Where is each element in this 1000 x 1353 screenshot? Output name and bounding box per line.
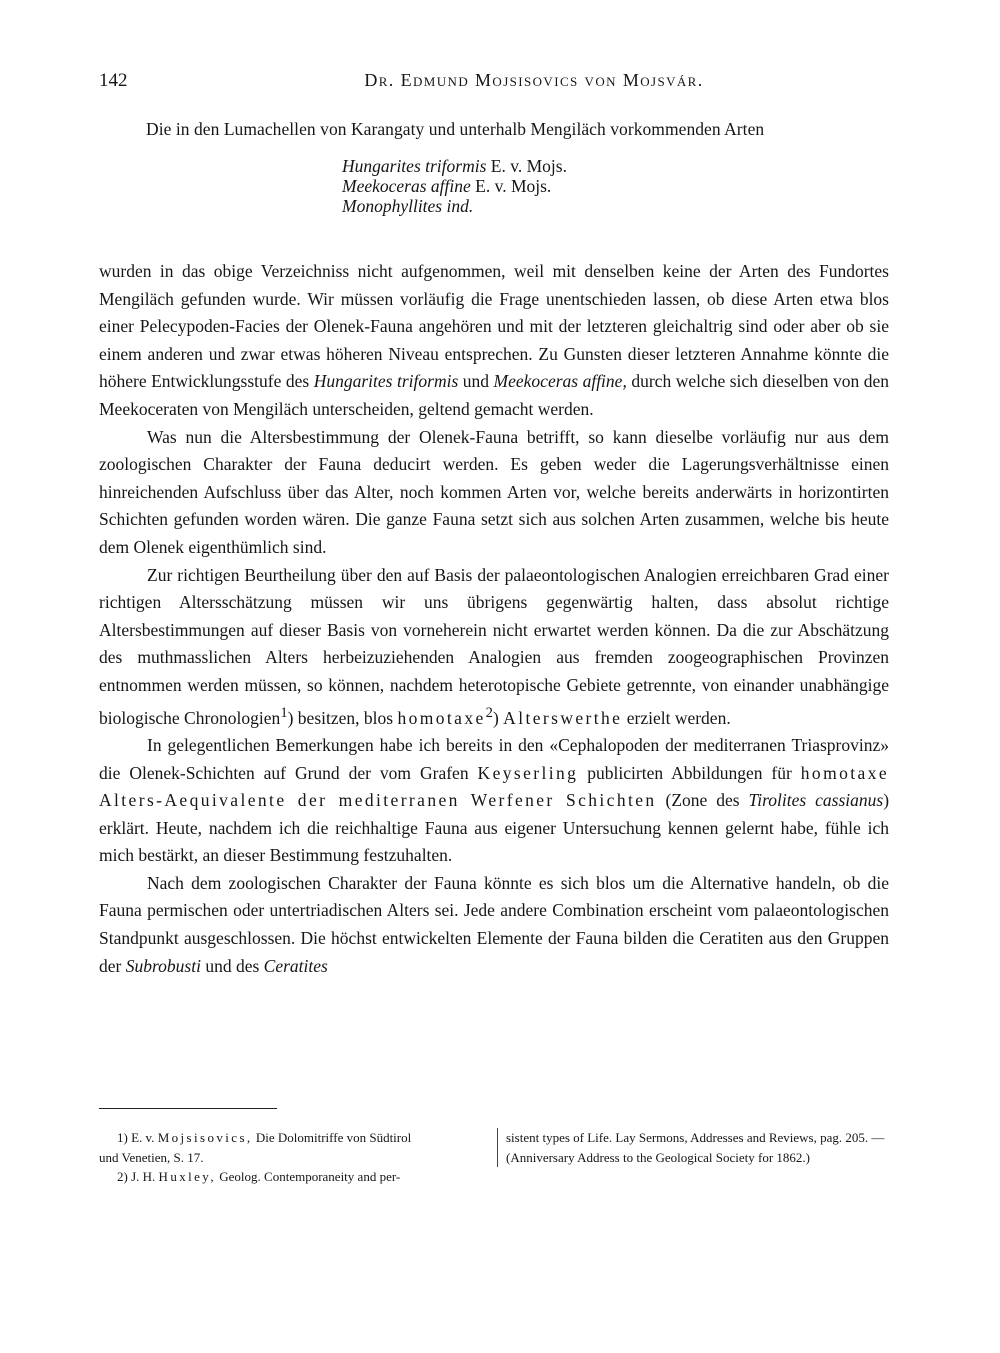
text-run: und des [205,955,260,976]
paragraph-4 [99,732,889,870]
species-item [342,176,567,196]
species-name: Hungarites triformis [342,156,487,176]
text-run: und [462,371,490,392]
intro-line: Die in den Lumachellen von Karangaty und unterhalb Mengiläch vorkommenden Arten [146,119,765,139]
text-run: publicirten Abbildungen für [587,762,792,783]
species-name: Meekoceras affine [342,176,471,196]
page-number: 142 [99,70,128,91]
body-text [99,258,889,980]
species-author: E. v. Mojs. [475,176,552,196]
text-run: (Zone des [665,790,740,811]
text-run: ) erklärt. Heute, nachdem ich die reichhaltige Fauna aus eigener Untersuchung kennen gelernt habe, fühle ich mich bestärkt, an dieser Bestimmung festzuhalten. [99,790,890,866]
species-name: Tirolites cassianus [748,790,884,811]
author-name: Keyserling [477,762,579,783]
author-name: Huxley, [158,1169,217,1184]
footnote-ref: 2 [485,704,493,721]
species-name: Subrobusti [125,955,201,976]
species-item [342,156,567,176]
paragraph-3 [99,562,889,732]
footnote-divider [99,1108,277,1109]
footnote-column-right: sistent types of Life. Lay Sermons, Addresses and Reviews, pag. 205. — (Anniversary Address to the Geological Society for 1862.) [497,1128,898,1167]
paragraph-1 [99,258,889,424]
text-run: Geolog. Contemporaneity and per- [219,1169,401,1184]
species-name: Meekoceras affine, [493,371,627,392]
running-head: Dr. Edmund Mojsisovics von Mojsvár. [364,70,704,90]
species-item [342,196,567,216]
text-run: durch welche sich dieselben von den Meekoceraten von Mengiläch unterscheiden, geltend gemacht werden. [99,371,890,419]
text-run: Nach dem zoologischen Charakter der Fauna könnte es sich blos um die Alternative handeln, ob die Fauna permischen oder untertriadischen Alters sei. Jede andere Combination erscheint vom palaeontologischen Standpunkt ausgeschlossen. Die höchst entwickelten Elemente der Fauna bilden die Ceratiten aus den Gruppen der [99,872,889,976]
text-run: 2) J. H. [117,1169,156,1184]
footnote-line: und Venetien, S. 17. [99,1149,204,1165]
text-run: Die Dolomitriffe von Südtirol [255,1130,412,1145]
footnote-line [99,1167,489,1187]
page-header [99,70,889,94]
footnote-ref: 1 [280,704,288,721]
text-run: erzielt werden. [626,707,731,728]
species-author: E. v. Mojs. [490,156,567,176]
text-run: ) besitzen, blos [287,707,394,728]
author-name: Mojsisovics, [157,1130,253,1145]
paragraph-5 [99,870,889,980]
text-run: wurden in das obige Verzeichniss nicht aufgenommen, weil mit denselben keine der Arten des Fundortes Mengiläch gefunden wurde. Wir müssen vorläufig die Frage unentschieden lassen, ob diese Arten etwa blos einer Pelecypoden-Facies der Olenek-Fauna angehören und mit der letzteren gleichaltrig sind oder aber ob sie einem anderen und zwar etwas höheren Niveau entsprechen. Zu Gunsten dieser letzteren Annahme könnte die höhere Entwicklungsstufe des [99,261,889,392]
species-list [342,156,567,216]
text-run: In gelegentlichen Bemerkungen habe ich bereits in den «Cephalopoden der mediterranen Triasprovinz» die Olenek-Schichten auf Grund der vom Grafen [99,734,889,783]
footnote-line [99,1128,489,1148]
text-run: 1) E. v. [117,1130,155,1145]
emphasis: homotaxe Alters-Aequivalente der mediterranen Werfener Schichten [99,762,889,811]
footnote-column-left [99,1128,489,1187]
emphasis: homotaxe [397,707,486,728]
emphasis: Alterswerthe [503,707,623,728]
paragraph-2: Was nun die Altersbestimmung der Olenek-Fauna betrifft, so kann dieselbe vorläufig nur aus dem zoologischen Charakter der Fauna deducirt werden. Es geben weder die Lagerungsverhältnisse einen hinreichenden Aufschluss über das Alter, noch kommen Arten vor, welche bereits anderwärts in horizontirten Schichten gefunden worden wären. Die ganze Fauna setzt sich aus solchen Arten zusammen, welche bis heute dem Olenek eigenthümlich sind. [99,426,889,557]
species-name: Monophyllites ind. [342,196,474,216]
species-name: Hungarites triformis [313,371,459,392]
text-run: ) [492,707,499,728]
species-name: Ceratites [263,955,328,976]
text-run: Zur richtigen Beurtheilung über den auf Basis der palaeontologischen Analogien erreichbaren Grad einer richtigen Altersschätzung müssen wir uns übrigens gegenwärtig halten, dass absolut richtige Altersbestimmungen auf dieser Basis von vorneherein nicht erwartet werden können. Da die zur Abschätzung des muthmasslichen Alters herbeizuziehenden Analogien aus fremden zoogeographischen Provinzen entnommen werden müssen, so können, nachdem heterotopische Gebiete getrennte, von einander unabhängige biologische Chronologien [99,564,889,728]
